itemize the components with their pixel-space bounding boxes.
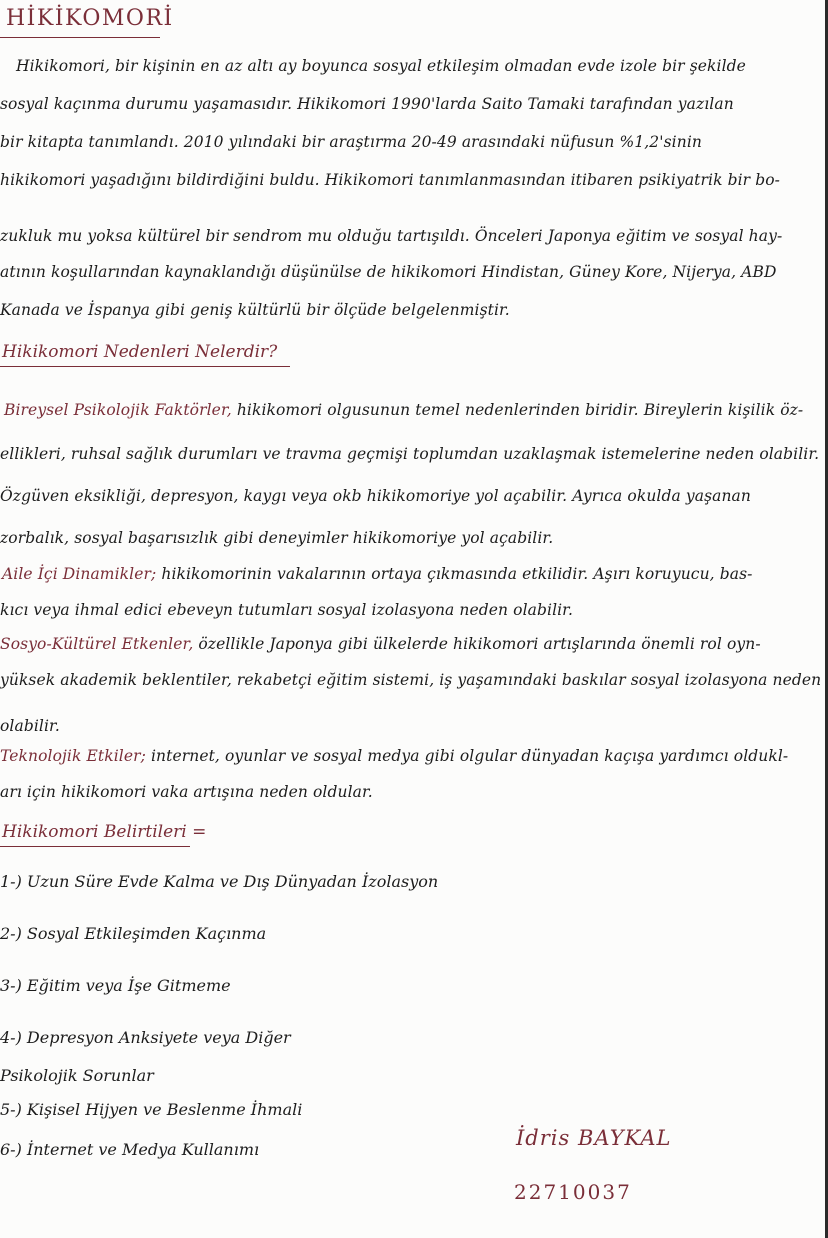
symptom-item: 3-) Eğitim veya İşe Gitmeme <box>0 976 231 995</box>
cause-lead: Aile İçi Dinamikler; <box>2 565 157 583</box>
cause-text: internet, oyunlar ve sosyal medya gibi olgular dünyadan kaçışa yardımcı oldukl- <box>145 747 789 765</box>
cause-line <box>0 746 788 766</box>
causes-heading-underline <box>0 366 290 367</box>
cause-line <box>0 782 373 802</box>
cause-line <box>4 400 803 420</box>
cause-line <box>0 670 821 690</box>
intro-line: atının koşullarından kaynaklandığı düşünülse de hikikomori Hindistan, Güney Kore, Nijerya, ABD <box>0 263 777 281</box>
cause-lead: Sosyo-Kültürel Etkenler, <box>0 635 194 653</box>
symptoms-heading: Hikikomori Belirtileri = <box>2 822 207 842</box>
cause-lead: Teknolojik Etkiler; <box>0 747 146 765</box>
page-title: HİKİKOMORİ <box>6 6 174 31</box>
cause-line <box>0 716 60 736</box>
cause-text: Özgüven eksikliği, depresyon, kaygı veya okb hikikomoriye yol açabilir. Ayrıca okulda yaşanan <box>0 487 751 505</box>
symptom-item-continuation: Psikolojik Sorunlar <box>0 1066 154 1085</box>
cause-text: hikikomori olgusunun temel nedenlerinden biridir. Bireylerin kişilik öz- <box>231 401 804 419</box>
intro-line: Hikikomori, bir kişinin en az altı ay boyunca sosyal etkileşim olmadan evde izole bir şekilde <box>16 57 746 75</box>
cause-text: olabilir. <box>0 717 60 735</box>
symptom-item: 2-) Sosyal Etkileşimden Kaçınma <box>0 924 267 943</box>
symptom-item: 5-) Kişisel Hijyen ve Beslenme İhmali <box>0 1100 303 1119</box>
cause-text: ellikleri, ruhsal sağlık durumları ve travma geçmişi toplumdan uzaklaşmak istemelerine neden olabilir. <box>0 445 820 463</box>
symptom-item: 4-) Depresyon Anksiyete veya Diğer <box>0 1028 291 1047</box>
cause-text: kıcı veya ihmal edici ebeveyn tutumları sosyal izolasyona neden olabilir. <box>0 601 574 619</box>
causes-heading: Hikikomori Nedenleri Nelerdir? <box>2 342 278 362</box>
cause-line <box>2 564 752 584</box>
intro-line: zukluk mu yoksa kültürel bir sendrom mu olduğu tartışıldı. Önceleri Japonya eğitim ve sosyal hay- <box>0 227 783 245</box>
cause-line <box>0 600 573 620</box>
cause-lead: Bireysel Psikolojik Faktörler, <box>4 401 232 419</box>
symptom-item: 1-) Uzun Süre Evde Kalma ve Dış Dünyadan İzolasyon <box>0 872 439 891</box>
intro-line: sosyal kaçınma durumu yaşamasıdır. Hikikomori 1990'larda Saito Tamaki tarafından yazılan <box>0 95 734 113</box>
signature-name: İdris BAYKAL <box>516 1126 672 1150</box>
cause-line <box>0 486 751 506</box>
symptoms-heading-underline <box>0 846 190 847</box>
intro-line: hikikomori yaşadığını bildirdiğini buldu. Hikikomori tanımlanmasından itibaren psikiyatrik bir bo- <box>0 171 780 189</box>
title-underline <box>0 37 160 38</box>
cause-line <box>0 444 819 464</box>
cause-line <box>0 528 553 548</box>
cause-text: yüksek akademik beklentiler, rekabetçi eğitim sistemi, iş yaşamındaki baskılar sosyal izolasyona neden <box>0 671 822 689</box>
cause-line <box>0 634 761 654</box>
cause-text: hikikomorinin vakalarının ortaya çıkmasında etkilidir. Aşırı koruyucu, bas- <box>156 565 753 583</box>
cause-text: zorbalık, sosyal başarısızlık gibi deneyimler hikikomoriye yol açabilir. <box>0 529 554 547</box>
intro-line: bir kitapta tanımlandı. 2010 yılındaki bir araştırma 20-49 arasındaki nüfusun %1,2'sinin <box>0 133 702 151</box>
symptom-item: 6-) İnternet ve Medya Kullanımı <box>0 1140 260 1159</box>
cause-text: özellikle Japonya gibi ülkelerde hikikomori artışlarında önemli rol oyn- <box>193 635 761 653</box>
intro-line: Kanada ve İspanya gibi geniş kültürlü bir ölçüde belgelenmiştir. <box>0 301 510 319</box>
student-number: 22710037 <box>514 1180 632 1204</box>
cause-text: arı için hikikomori vaka artışına neden oldular. <box>0 783 373 801</box>
